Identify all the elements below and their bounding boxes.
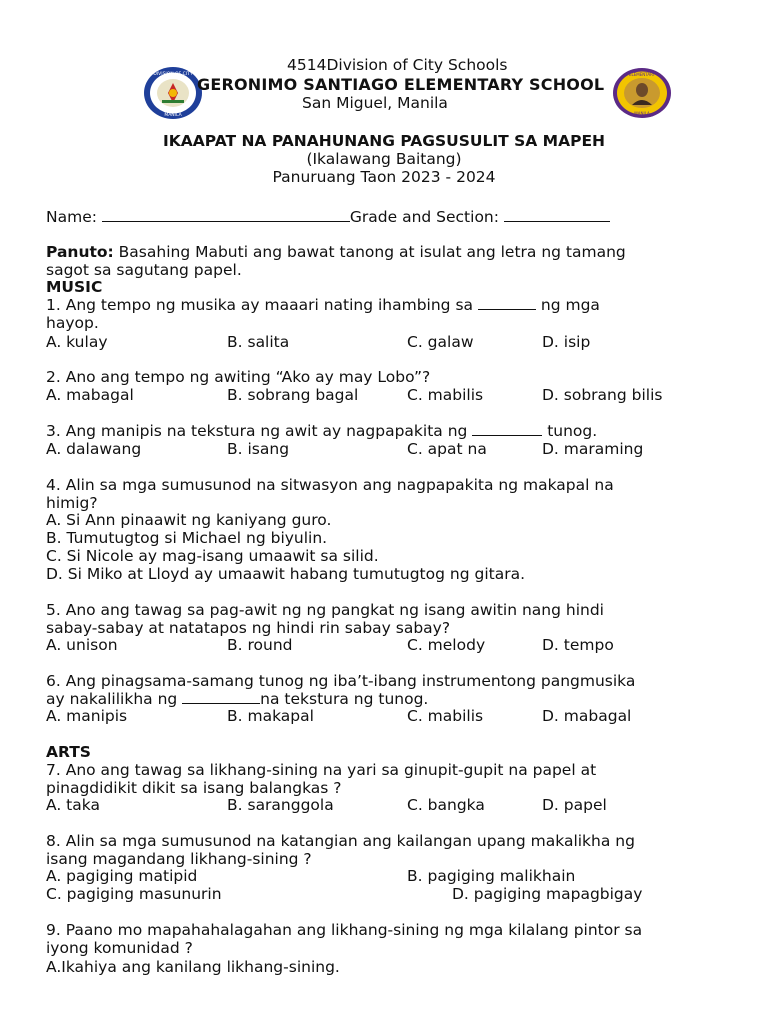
q8-option-a: A. pagiging matipid — [46, 867, 198, 885]
question-7-line-2: pinagdidikit dikit sa isang balangkas ? — [46, 779, 342, 797]
q6-option-c: C. mabilis — [407, 707, 484, 725]
q7-option-d: D. papel — [542, 796, 607, 814]
q4-option-a: A. Si Ann pinaawit ng kaniyang guro. — [46, 511, 332, 529]
exam-grade: (Ikalawang Baitang) — [306, 150, 462, 168]
q4-option-b: B. Tumutugtog si Michael ng biyulin. — [46, 529, 328, 547]
q2-option-b: B. sobrang bagal — [227, 386, 359, 404]
q2-option-d: D. sobrang bilis — [542, 386, 663, 404]
question-1-line-2: hayop. — [46, 314, 99, 332]
q6-option-b: B. makapal — [227, 707, 314, 725]
instructions-label: Panuto: — [46, 243, 114, 261]
school-location: San Miguel, Manila — [302, 94, 448, 112]
q6-option-a: A. manipis — [46, 707, 128, 725]
q6-option-d: D. mabagal — [542, 707, 632, 725]
school-name: GERONIMO SANTIAGO ELEMENTARY SCHOOL — [197, 75, 605, 94]
q3-option-a: A. dalawang — [46, 440, 142, 458]
question-7: 7. Ano ang tawag sa likhang-sining na yari sa ginupit-gupit na papel at — [46, 761, 597, 779]
school-year: Panuruang Taon 2023 - 2024 — [272, 168, 496, 186]
q1-option-d: D. isip — [542, 333, 591, 351]
question-4-line-2: himig? — [46, 494, 98, 512]
q8-option-c: C. pagiging masunurin — [46, 885, 222, 903]
q4-option-d: D. Si Miko at Lloyd ay umaawit habang tumutugtog ng gitara. — [46, 565, 525, 583]
svg-text:ELEMENTARY: ELEMENTARY — [628, 72, 656, 77]
question-3-text: 3. Ang manipis na tekstura ng awit ay nagpapakita ng — [46, 422, 473, 440]
q8-option-b: B. pagiging malikhain — [407, 867, 576, 885]
question-4: 4. Alin sa mga sumusunod na sitwasyon ang nagpapakita ng makapal na — [46, 476, 614, 494]
q9-option-a: A.Ikahiya ang kanilang likhang-sining. — [46, 958, 340, 976]
question-5-line-2: sabay-sabay at natatapos ng hindi rin sabay sabay? — [46, 619, 451, 637]
svg-text:DIVISION OF CITY: DIVISION OF CITY — [153, 72, 193, 77]
division-name: 4514Division of City Schools — [287, 56, 508, 74]
q2-option-a: A. mabagal — [46, 386, 134, 404]
question-1-blank — [478, 296, 536, 310]
division-seal-logo — [143, 66, 203, 120]
question-9-line-2: iyong komunidad ? — [46, 939, 193, 957]
exam-title: IKAAPAT NA PANAHUNANG PAGSUSULIT SA MAPEH — [162, 132, 605, 150]
instructions-line-2: sagot sa sagutang papel. — [46, 261, 242, 279]
question-3-blank — [472, 422, 542, 436]
q7-option-c: C. bangka — [407, 796, 485, 814]
question-6: 6. Ang pinagsama-samang tunog ng iba’t-ibang instrumentong pangmusika — [46, 672, 636, 690]
q5-option-a: A. unison — [46, 636, 118, 654]
svg-text:MANILA: MANILA — [164, 113, 182, 118]
question-8: 8. Alin sa mga sumusunod na katangian ang kailangan upang makalikha ng — [46, 832, 635, 850]
question-6-line-2 — [46, 690, 428, 708]
music-section-heading: MUSIC — [46, 278, 103, 296]
q4-option-c: C. Si Nicole ay mag-isang umaawit sa silid. — [46, 547, 379, 565]
q3-option-d: D. maraming — [542, 440, 644, 458]
question-3 — [46, 422, 597, 440]
grade-section-blank[interactable] — [504, 208, 610, 222]
question-5: 5. Ano ang tawag sa pag-awit ng ng pangkat ng isang awitin nang hindi — [46, 601, 604, 619]
question-6-text-end: na tekstura ng tunog. — [260, 690, 429, 708]
question-9: 9. Paano mo mapahahalagahan ang likhang-sining ng mga kilalang pintor sa — [46, 921, 643, 939]
q7-option-a: A. taka — [46, 796, 100, 814]
q7-option-b: B. saranggola — [227, 796, 334, 814]
name-label: Name: — [46, 208, 102, 226]
q1-option-c: C. galaw — [407, 333, 474, 351]
question-6-blank — [182, 690, 260, 704]
q2-option-c: C. mabilis — [407, 386, 484, 404]
school-seal-logo — [612, 67, 672, 119]
question-1 — [46, 296, 600, 314]
question-6-text: ay nakalilikha ng — [46, 690, 183, 708]
instructions-line-1 — [46, 243, 626, 261]
q1-option-b: B. salita — [227, 333, 290, 351]
instructions-text: Basahing Mabuti ang bawat tanong at isulat ang letra ng tamang — [113, 243, 626, 261]
grade-section-label: Grade and Section: — [349, 208, 504, 226]
q3-option-b: B. isang — [227, 440, 290, 458]
question-3-text-end: tunog. — [542, 422, 598, 440]
q5-option-d: D. tempo — [542, 636, 614, 654]
question-1-text-end: ng mga — [535, 296, 600, 314]
name-blank[interactable] — [102, 208, 350, 222]
q3-option-c: C. apat na — [407, 440, 487, 458]
q1-option-a: A. kulay — [46, 333, 108, 351]
name-field-row — [46, 208, 610, 226]
question-8-line-2: isang magandang likhang-sining ? — [46, 850, 312, 868]
q5-option-b: B. round — [227, 636, 293, 654]
question-2: 2. Ano ang tempo ng awiting “Ako ay may Lobo”? — [46, 368, 431, 386]
svg-text:MANILA: MANILA — [634, 111, 650, 116]
q5-option-c: C. melody — [407, 636, 486, 654]
question-1-text: 1. Ang tempo ng musika ay maaari nating ihambing sa — [46, 296, 478, 314]
q8-option-d: D. pagiging mapagbigay — [452, 885, 643, 903]
arts-section-heading: ARTS — [46, 743, 91, 761]
